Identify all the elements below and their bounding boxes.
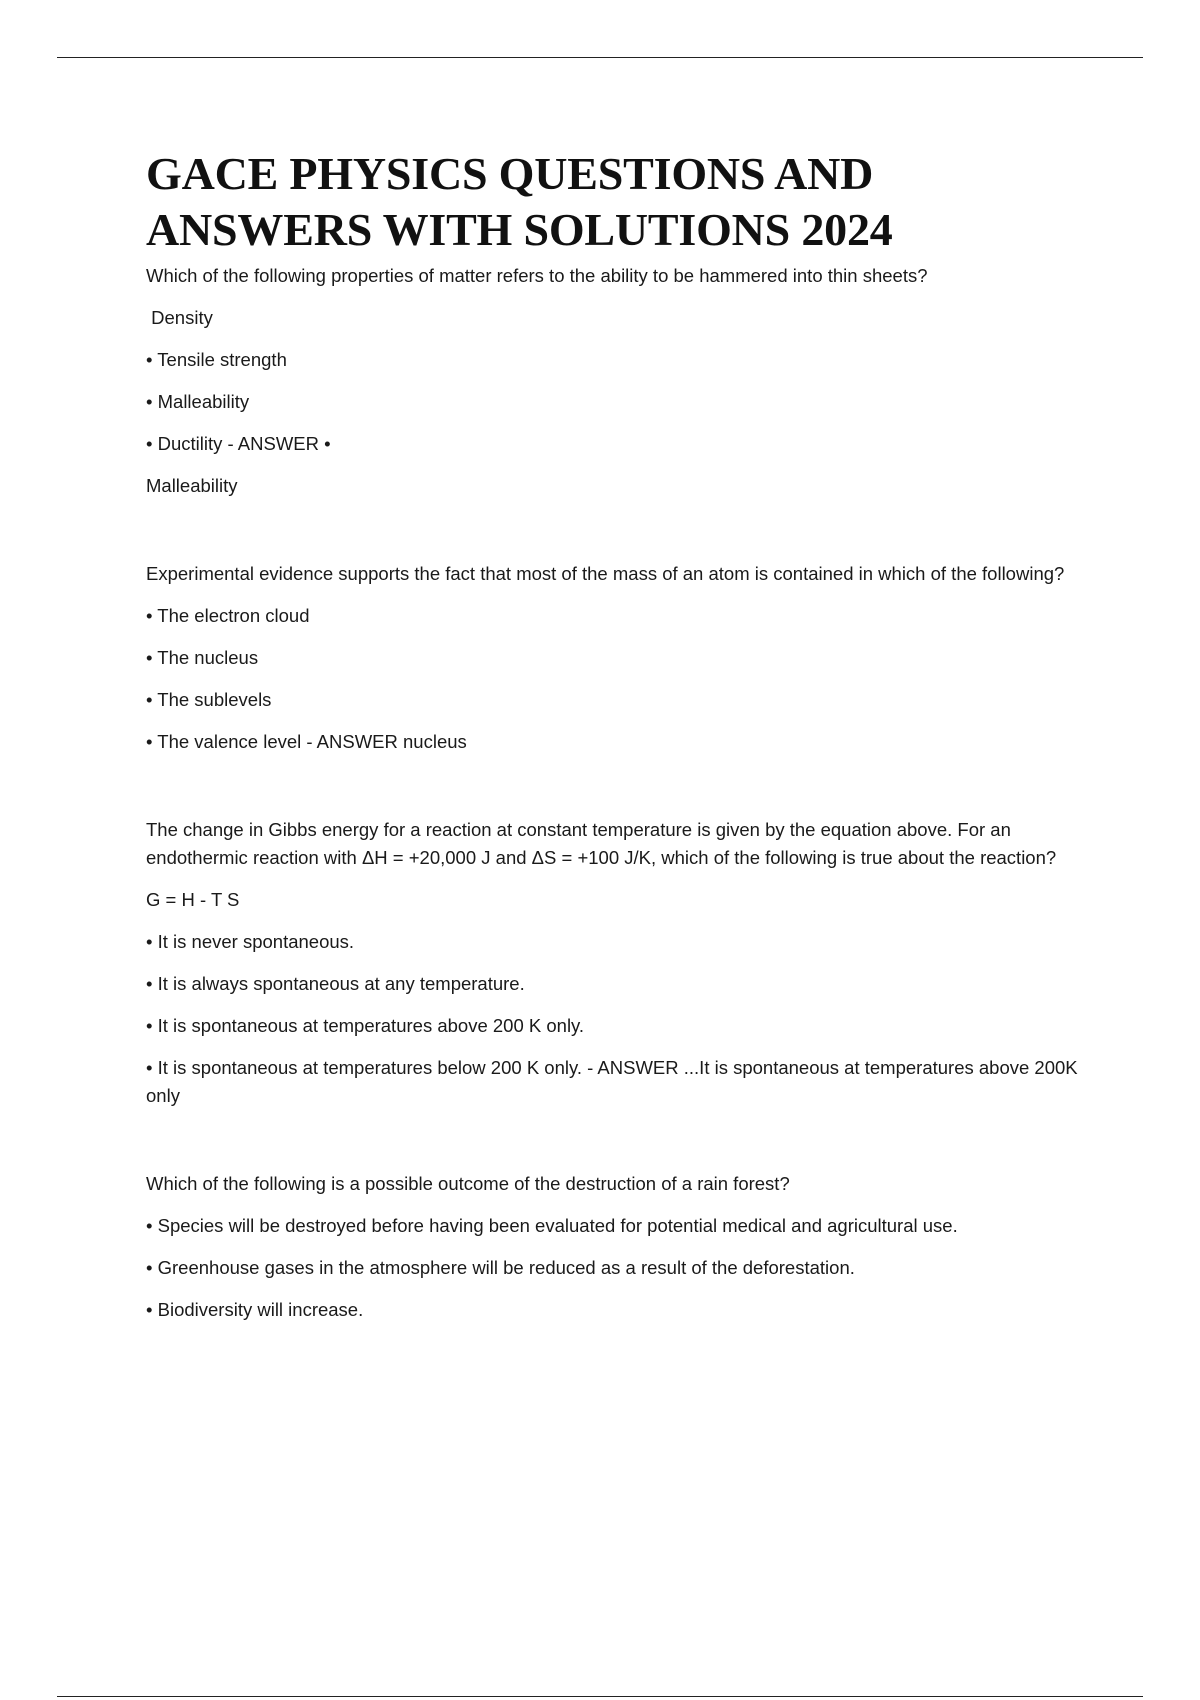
option-line: • The nucleus [146,647,259,668]
answer-line: Malleability [146,475,238,496]
option-line: • It is spontaneous at temperatures below 200 K only. - ANSWER ...It is spontaneous at temperatures above 200K only [146,1057,1078,1106]
option-line: • Tensile strength [146,349,287,370]
top-rule [57,57,1143,58]
bottom-rule [57,1696,1143,1697]
option-line: Density [146,307,213,328]
title-line-1: GACE PHYSICS QUESTIONS AND [146,148,874,199]
question-text: Experimental evidence supports the fact that most of the mass of an atom is contained in which of the following? [146,563,1065,584]
option-line: • Greenhouse gases in the atmosphere will be reduced as a result of the deforestation. [146,1257,855,1278]
option-line: • It is spontaneous at temperatures above 200 K only. [146,1015,585,1036]
option-line: • Species will be destroyed before having been evaluated for potential medical and agricultural use. [146,1215,958,1236]
title-line-2: ANSWERS WITH SOLUTIONS 2024 [146,204,893,255]
question-text: The change in Gibbs energy for a reaction at constant temperature is given by the equation above. For an endothermic reaction with ΔH = +20,000 J and ΔS = +100 J/K, which of the following is true about the reaction? [146,819,1057,868]
option-line: • It is never spontaneous. [146,931,355,952]
question-text: Which of the following is a possible outcome of the destruction of a rain forest? [146,1173,790,1194]
document-page [146,146,1106,1324]
option-line: • It is always spontaneous at any temperature. [146,973,525,994]
equation-line: G = H - T S [146,889,240,910]
option-line: • Malleability [146,391,250,412]
option-line: • The valence level - ANSWER nucleus [146,731,467,752]
option-line: • The electron cloud [146,605,310,626]
option-line: • Ductility - ANSWER • [146,433,331,454]
option-line: • The sublevels [146,689,272,710]
option-line: • Biodiversity will increase. [146,1299,364,1320]
question-block-3 [146,816,1106,1110]
question-text: Which of the following properties of matter refers to the ability to be hammered into thin sheets? [146,265,928,286]
question-block-1 [146,262,1106,500]
question-block-2 [146,560,1106,756]
question-block-4 [146,1170,1106,1324]
document-title [146,146,1106,258]
